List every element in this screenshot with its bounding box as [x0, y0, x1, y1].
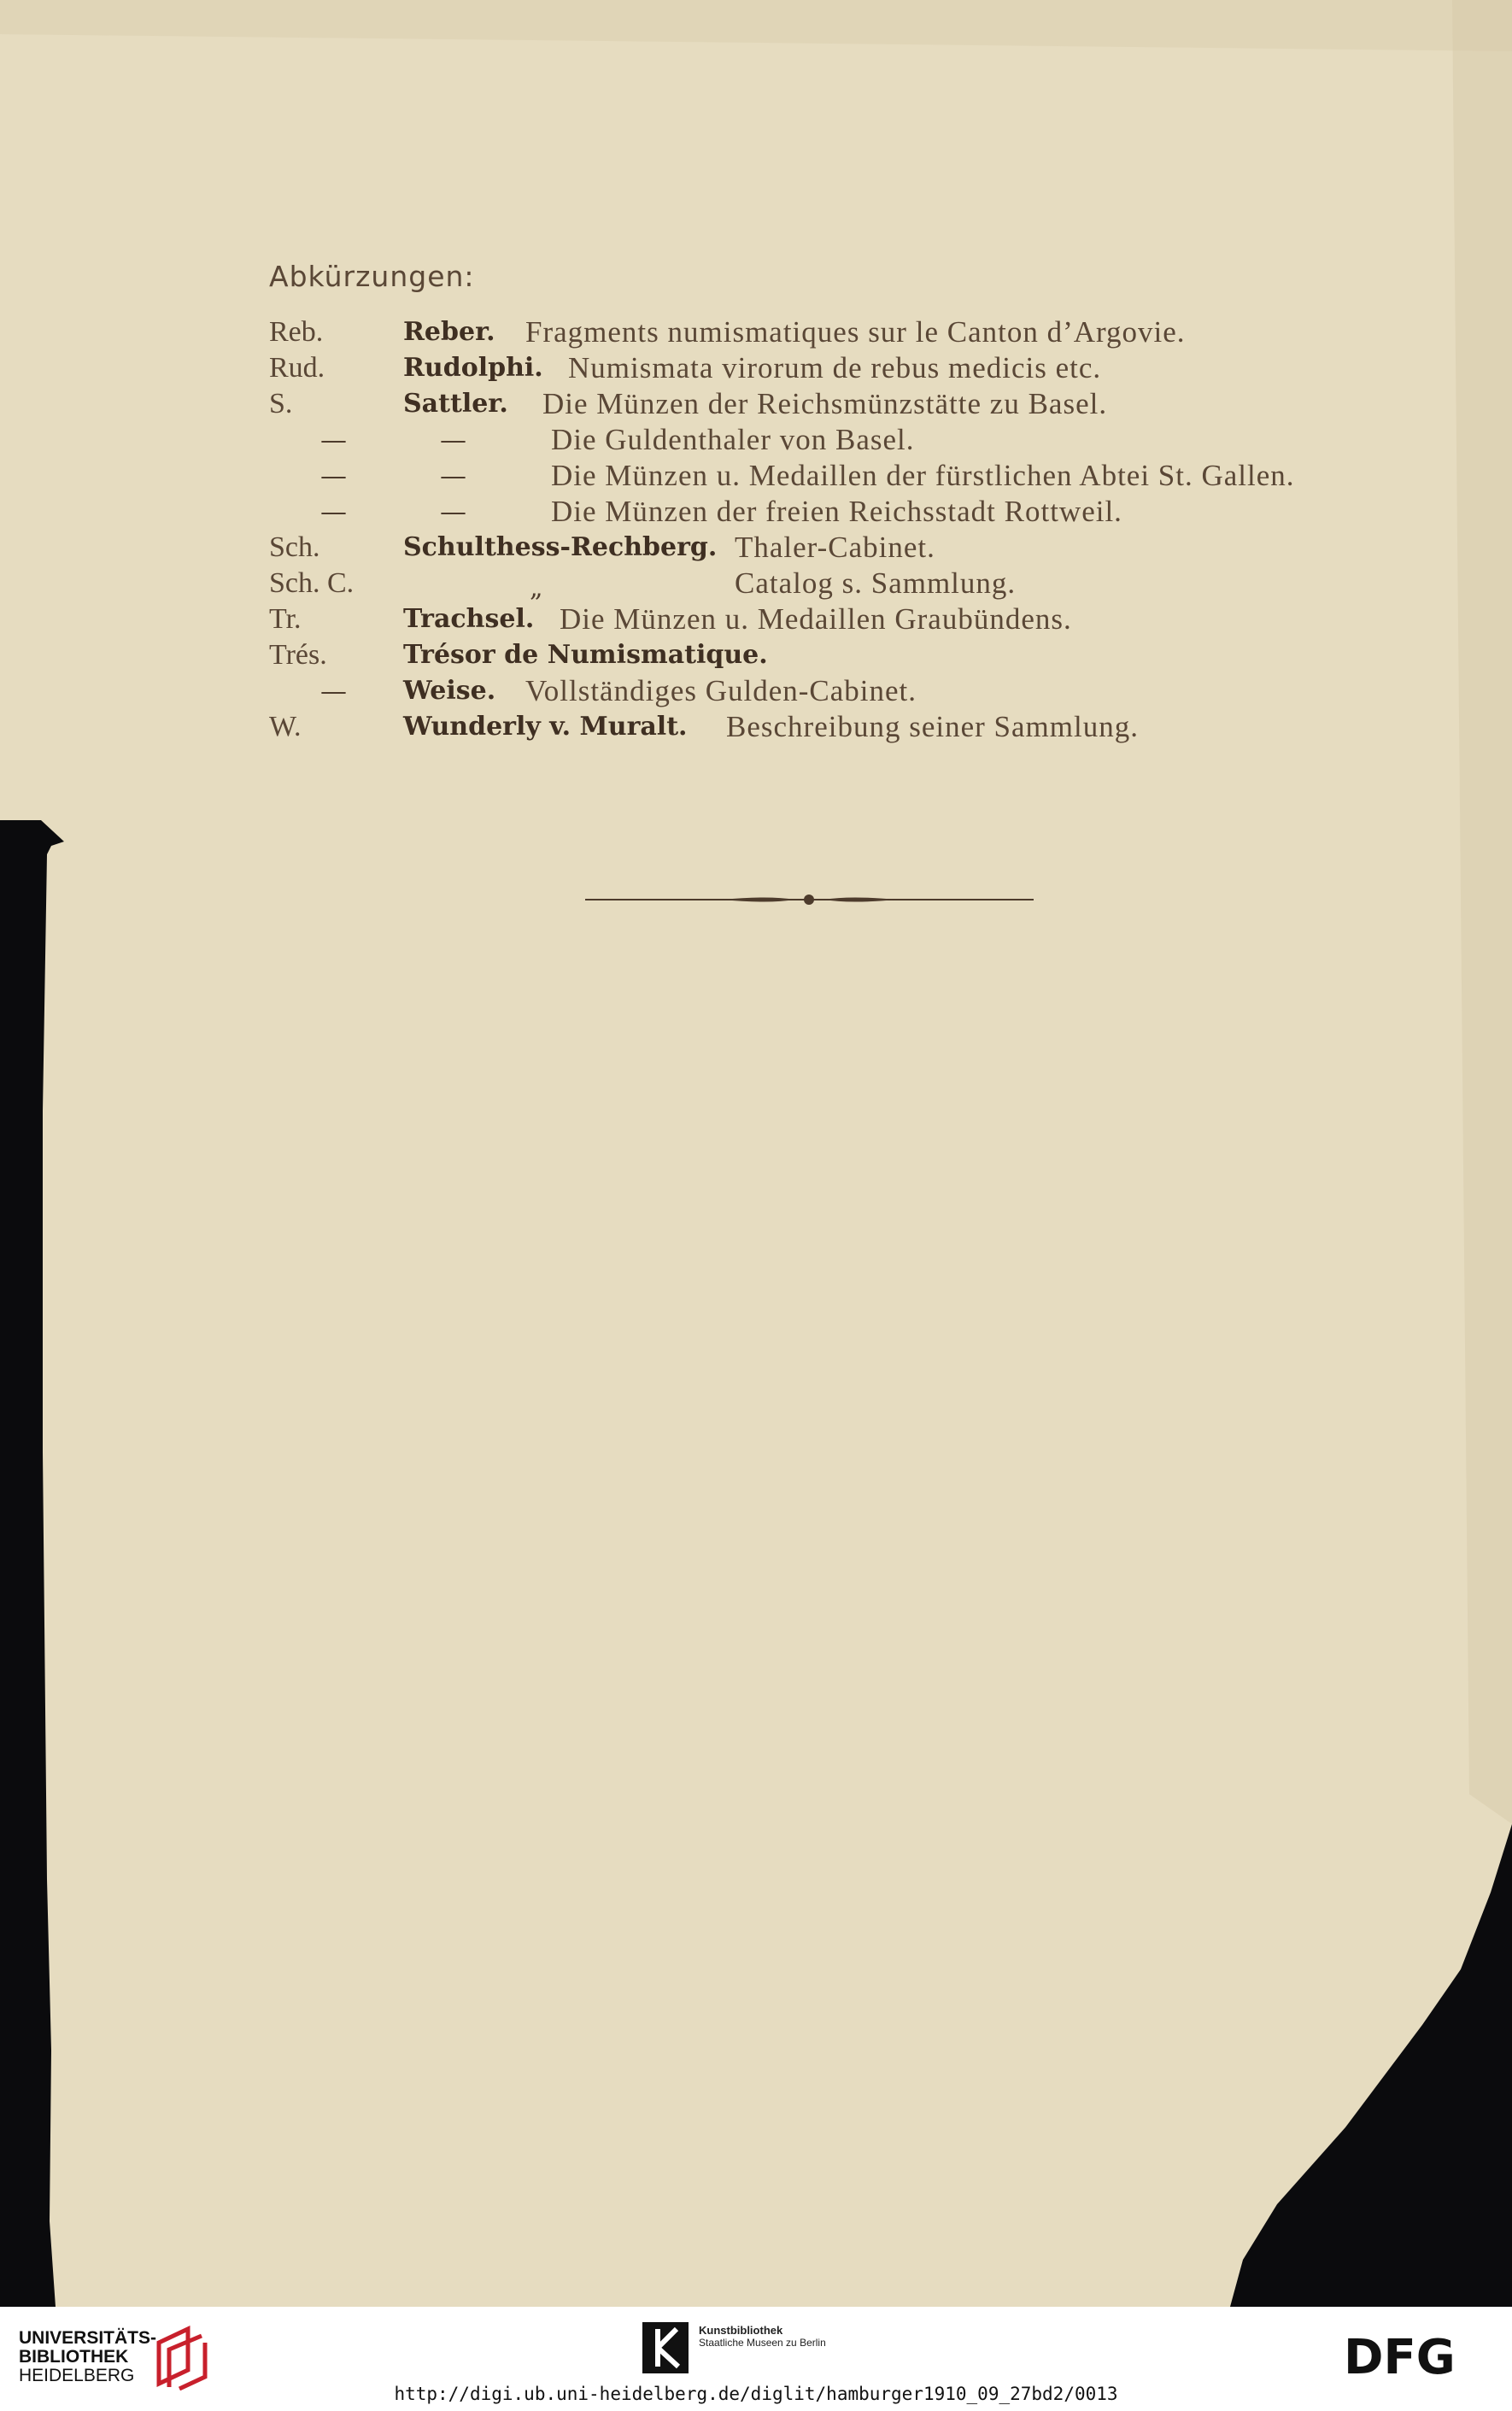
dfg-logo	[1344, 2332, 1489, 2380]
entry-row	[269, 386, 1397, 422]
dfg-logo-text: DFG	[1344, 2332, 1456, 2380]
ornamental-divider	[585, 889, 1034, 911]
entry-author: Trésor de Numismatique.	[403, 640, 768, 670]
entry-row	[269, 709, 1397, 745]
entry-title: Die Münzen der freien Reichsstadt Rottweil.	[551, 495, 1122, 528]
ditto-dash: —	[440, 425, 466, 455]
page-heading: Abkürzungen:	[269, 260, 475, 293]
entry-author: Rudolphi.	[403, 353, 543, 383]
entry-title: Die Münzen der Reichsmünzstätte zu Basel.	[542, 387, 1108, 420]
entry-author: Schulthess-Rechberg.	[403, 532, 718, 562]
entry-abbreviation: Rud.	[269, 352, 325, 384]
entry-title: Thaler-Cabinet.	[735, 531, 935, 564]
entry-author: Reber.	[403, 317, 495, 347]
ub-logo-line: UNIVERSITÄTS-	[19, 2328, 157, 2348]
entry-title: Die Münzen u. Medaillen der fürstlichen Abtei St. Gallen.	[551, 459, 1295, 492]
entry-title: Die Guldenthaler von Basel.	[551, 423, 915, 456]
entry-title: Vollständiges Gulden-Cabinet.	[525, 674, 917, 707]
entry-row	[269, 601, 1397, 637]
entry-abbreviation: S.	[269, 388, 293, 419]
entry-row	[269, 458, 1397, 494]
kunstbibliothek-name: Kunstbibliothek	[699, 2324, 783, 2337]
kunstbibliothek-logo-text	[699, 2324, 826, 2349]
kunstbibliothek-logo-icon	[642, 2322, 689, 2373]
ditto-dash: —	[440, 460, 466, 491]
entry-title: Catalog s. Sammlung.	[735, 566, 1017, 600]
ditto-dash: —	[320, 460, 347, 491]
entry-abbreviation: Trés.	[269, 639, 327, 671]
entry-abbreviation: Sch. C.	[269, 567, 355, 599]
entry-abbreviation: Sch.	[269, 531, 320, 563]
entry-author: Wunderly v. Muralt.	[403, 712, 688, 742]
ub-logo-line: HEIDELBERG	[19, 2366, 135, 2385]
entry-abbreviation: Reb.	[269, 316, 324, 348]
ditto-dash: —	[440, 496, 466, 527]
entry-row	[269, 566, 1397, 601]
ub-heidelberg-logo-text	[19, 2329, 156, 2385]
ditto-dash: —	[320, 425, 347, 455]
entry-row	[269, 530, 1397, 566]
entry-row	[269, 673, 1397, 709]
ub-heidelberg-logo-icon	[154, 2324, 210, 2390]
entry-title: Die Münzen u. Medaillen Graubündens.	[560, 602, 1072, 636]
entry-title: Numismata virorum de rebus medicis etc.	[568, 351, 1102, 384]
entry-row	[269, 314, 1397, 350]
entry-abbreviation: Tr.	[269, 603, 302, 635]
entry-author: Trachsel.	[403, 604, 535, 634]
entry-row	[269, 494, 1397, 530]
entry-author: Weise.	[403, 676, 496, 706]
ditto-dash: —	[320, 676, 347, 707]
entry-row	[269, 637, 1397, 673]
entry-row	[269, 350, 1397, 386]
entry-title: Fragments numismatiques sur le Canton d’Argovie.	[525, 315, 1186, 349]
entry-abbreviation: W.	[269, 711, 302, 742]
entry-row	[269, 422, 1397, 458]
page-url[interactable]: http://digi.ub.uni-heidelberg.de/diglit/hamburger1910_09_27bd2/0013	[394, 2384, 1118, 2404]
kunstbibliothek-subtitle: Staatliche Museen zu Berlin	[699, 2337, 826, 2349]
ditto-mark: „	[530, 573, 543, 603]
entry-title: Beschreibung seiner Sammlung.	[726, 710, 1139, 743]
ditto-dash: —	[320, 496, 347, 527]
library-footer	[0, 2307, 1512, 2411]
entry-author: Sattler.	[403, 389, 508, 419]
abbreviations-list	[269, 258, 1397, 745]
ub-logo-line: BIBLIOTHEK	[19, 2347, 129, 2367]
